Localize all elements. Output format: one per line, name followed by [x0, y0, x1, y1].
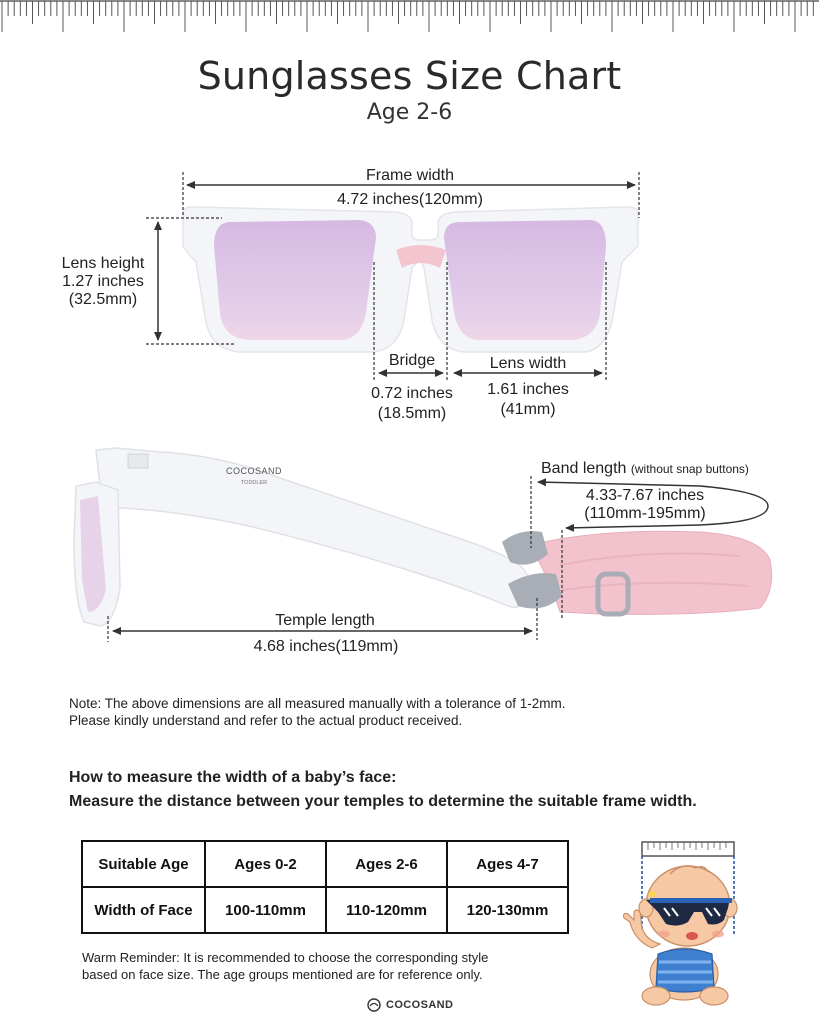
- table-cell: 100-110mm: [205, 887, 326, 933]
- brand-logo-icon: [366, 998, 382, 1012]
- warm-reminder: [82, 949, 488, 983]
- how-to-line-1: How to measure the width of a baby’s face:: [69, 769, 397, 786]
- temple-length-value: 4.68 inches(119mm): [253, 638, 399, 655]
- band-length-label: [541, 459, 749, 479]
- reminder-line-2: based on face size. The age groups mentioned are for reference only.: [82, 967, 483, 982]
- frame-width-value: 4.72 inches(120mm): [337, 191, 483, 208]
- band-length-qualifier: (without snap buttons): [630, 462, 749, 476]
- table-cell: 110-120mm: [326, 887, 447, 933]
- top-ruler: [0, 0, 819, 36]
- lens-height-inches: 1.27 inches: [62, 273, 144, 290]
- lens-width-label: Lens width: [489, 355, 567, 372]
- bridge-mm: (18.5mm): [377, 405, 447, 422]
- how-to-line-2: Measure the distance between your temples to determine the suitable frame width.: [69, 793, 697, 810]
- temple-sub-text: TODDLER: [240, 480, 268, 486]
- bridge-inches: 0.72 inches: [371, 385, 453, 402]
- band-length-title: Band length: [541, 460, 627, 477]
- lens-width-inches: 1.61 inches: [487, 381, 569, 398]
- page-title: Sunglasses Size Chart: [197, 54, 622, 98]
- frame-width-label: Frame width: [365, 167, 455, 184]
- baby-illustration: [612, 836, 742, 1008]
- measurement-note: [69, 695, 566, 729]
- table-cell: Suitable Age: [82, 841, 205, 887]
- table-row: [82, 887, 568, 933]
- how-to-measure: [69, 766, 697, 814]
- temple-arm: [96, 448, 530, 607]
- table-cell: Width of Face: [82, 887, 205, 933]
- note-line-2: Please kindly understand and refer to the actual product received.: [69, 713, 463, 728]
- note-line-1: Note: The above dimensions are all measured manually with a tolerance of 1-2mm.: [69, 696, 566, 711]
- table-cell: 120-130mm: [447, 887, 568, 933]
- band-length-mm: (110mm-195mm): [584, 505, 706, 522]
- table-cell: Ages 2-6: [326, 841, 447, 887]
- lens-height-mm: (32.5mm): [68, 291, 138, 308]
- size-table: [81, 840, 569, 934]
- lens-height-label: Lens height: [61, 255, 145, 272]
- pink-band: [530, 531, 772, 614]
- footer-brand-text: COCOSAND: [386, 999, 454, 1011]
- page-subtitle: Age 2-6: [366, 100, 453, 125]
- nose-pad: [396, 245, 446, 268]
- temple-brand-text: COCOSAND: [225, 466, 283, 476]
- temple-length-label: Temple length: [275, 612, 375, 629]
- bridge-label: Bridge: [388, 352, 436, 369]
- table-cell: Ages 0-2: [205, 841, 326, 887]
- footer-brand: [366, 998, 453, 1012]
- table-row: [82, 841, 568, 887]
- table-cell: Ages 4-7: [447, 841, 568, 887]
- reminder-line-1: Warm Reminder: It is recommended to choose the corresponding style: [82, 950, 489, 965]
- band-length-inches: 4.33-7.67 inches: [585, 487, 705, 504]
- left-lens: [214, 220, 376, 340]
- lens-width-mm: (41mm): [500, 401, 556, 418]
- right-lens: [444, 220, 606, 340]
